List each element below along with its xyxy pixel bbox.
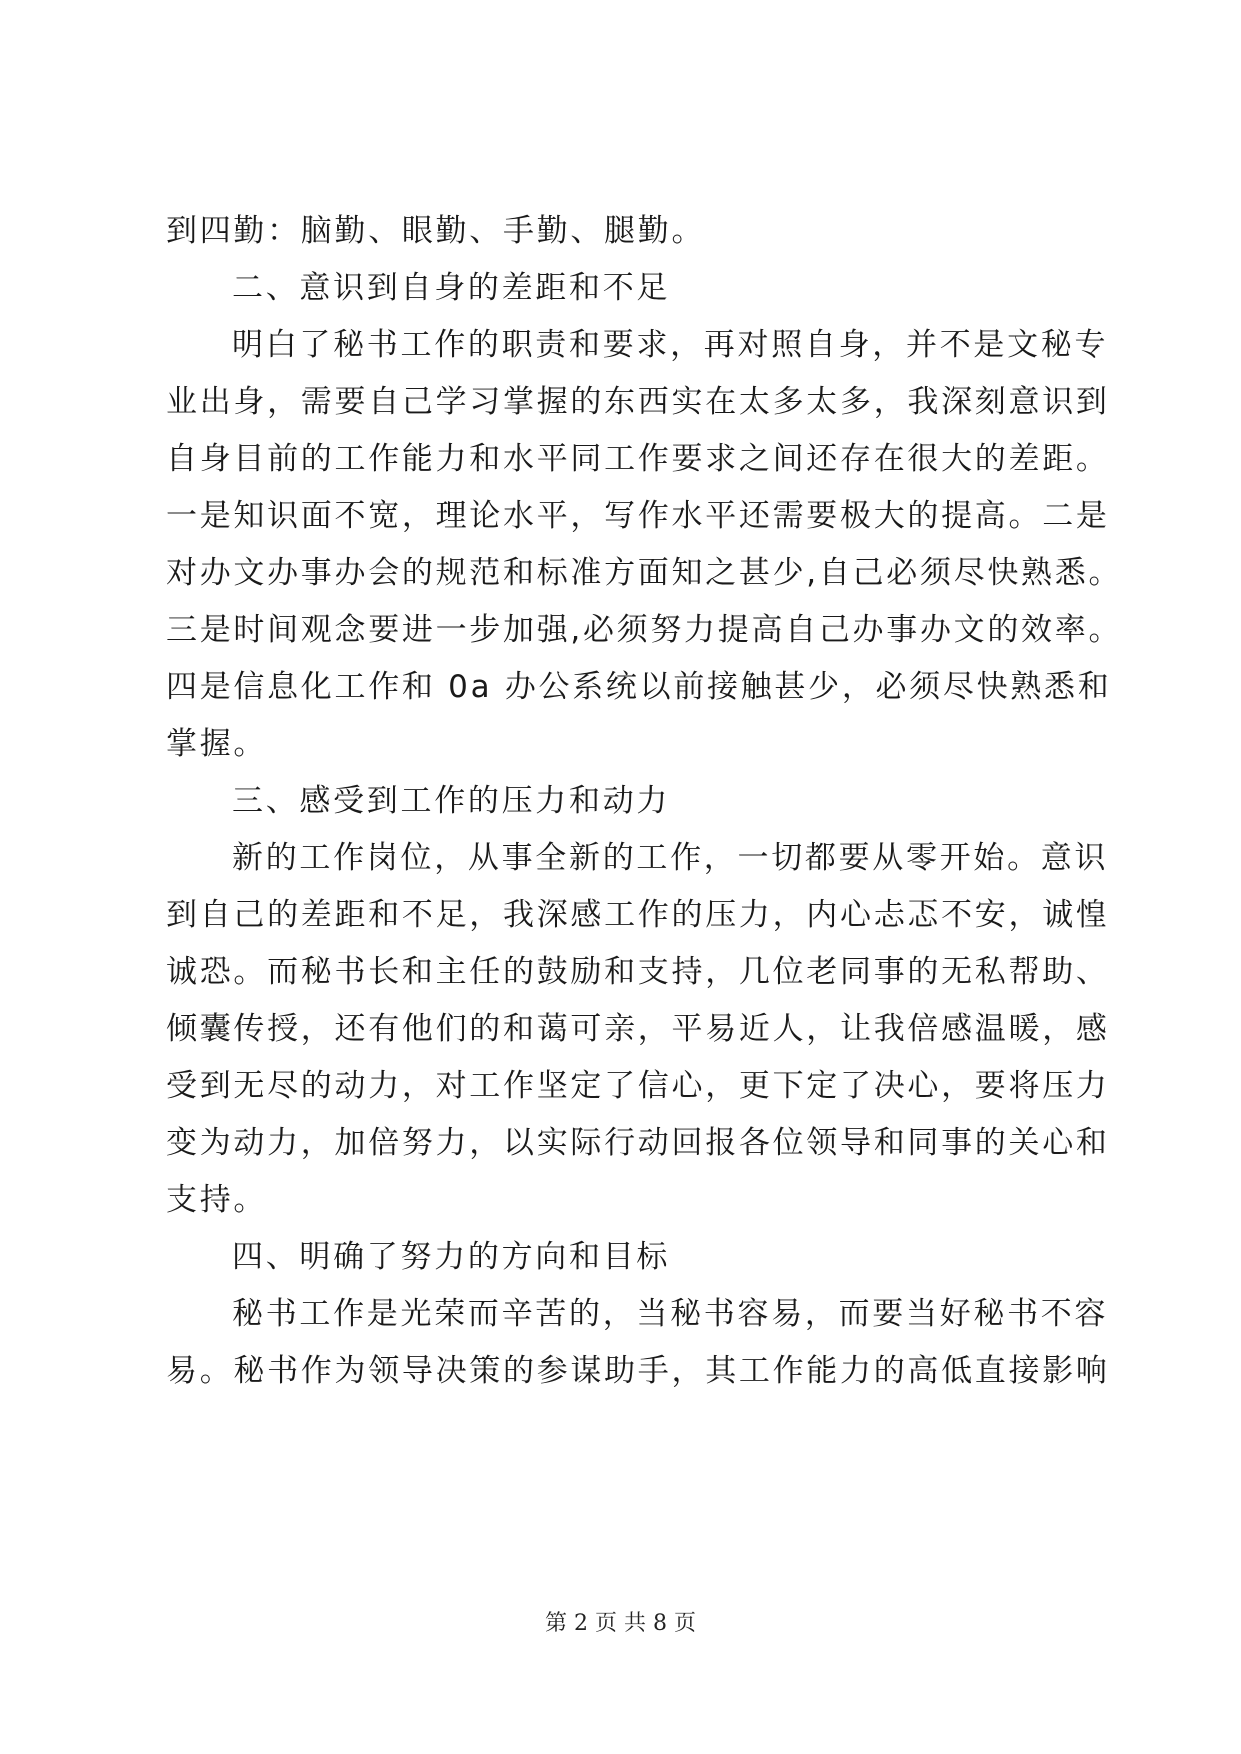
body-line: 一是知识面不宽，理论水平，写作水平还需要极大的提高。二是 [166,498,1110,534]
page-number-footer: 第 2 页 共 8 页 [545,1611,696,1636]
body-line: 支持。 [166,1182,268,1218]
body-line: 变为动力，加倍努力，以实际行动回报各位领导和同事的关心和 [166,1125,1110,1161]
body-line: 到自己的差距和不足，我深感工作的压力，内心忐忑不安，诚惶 [166,897,1110,933]
body-line: 倾囊传授，还有他们的和蔼可亲，平易近人，让我倍感温暖，感 [166,1011,1110,1047]
body-line: 诚恐。而秘书长和主任的鼓励和支持，几位老同事的无私帮助、 [166,954,1110,990]
section-heading: 二、意识到自身的差距和不足 [232,270,671,306]
body-line: 对办文办事办会的规范和标准方面知之甚少,自己必须尽快熟悉。 [166,555,1123,591]
paragraph-first-line: 秘书工作是光荣而辛苦的，当秘书容易，而要当好秘书不容 [232,1296,1109,1332]
body-line: 业出身，需要自己学习掌握的东西实在太多太多，我深刻意识到 [166,384,1110,420]
body-line: 三是时间观念要进一步加强,必须努力提高自己办事办文的效率。 [166,612,1123,648]
body-line: 到四勤：脑勤、眼勤、手勤、腿勤。 [166,213,706,249]
section-heading: 四、明确了努力的方向和目标 [232,1239,671,1275]
body-line: 四是信息化工作和 0a 办公系统以前接触甚少，必须尽快熟悉和 [166,669,1112,705]
paragraph-first-line: 明白了秘书工作的职责和要求，再对照自身，并不是文秘专 [232,327,1109,363]
section-heading: 三、感受到工作的压力和动力 [232,783,671,819]
body-line: 易。秘书作为领导决策的参谋助手，其工作能力的高低直接影响 [166,1353,1110,1389]
body-line: 自身目前的工作能力和水平同工作要求之间还存在很大的差距。 [166,441,1110,477]
body-line: 受到无尽的动力，对工作坚定了信心，更下定了决心，要将压力 [166,1068,1110,1104]
body-line: 掌握。 [166,726,268,762]
paragraph-first-line: 新的工作岗位，从事全新的工作，一切都要从零开始。意识 [232,840,1109,876]
